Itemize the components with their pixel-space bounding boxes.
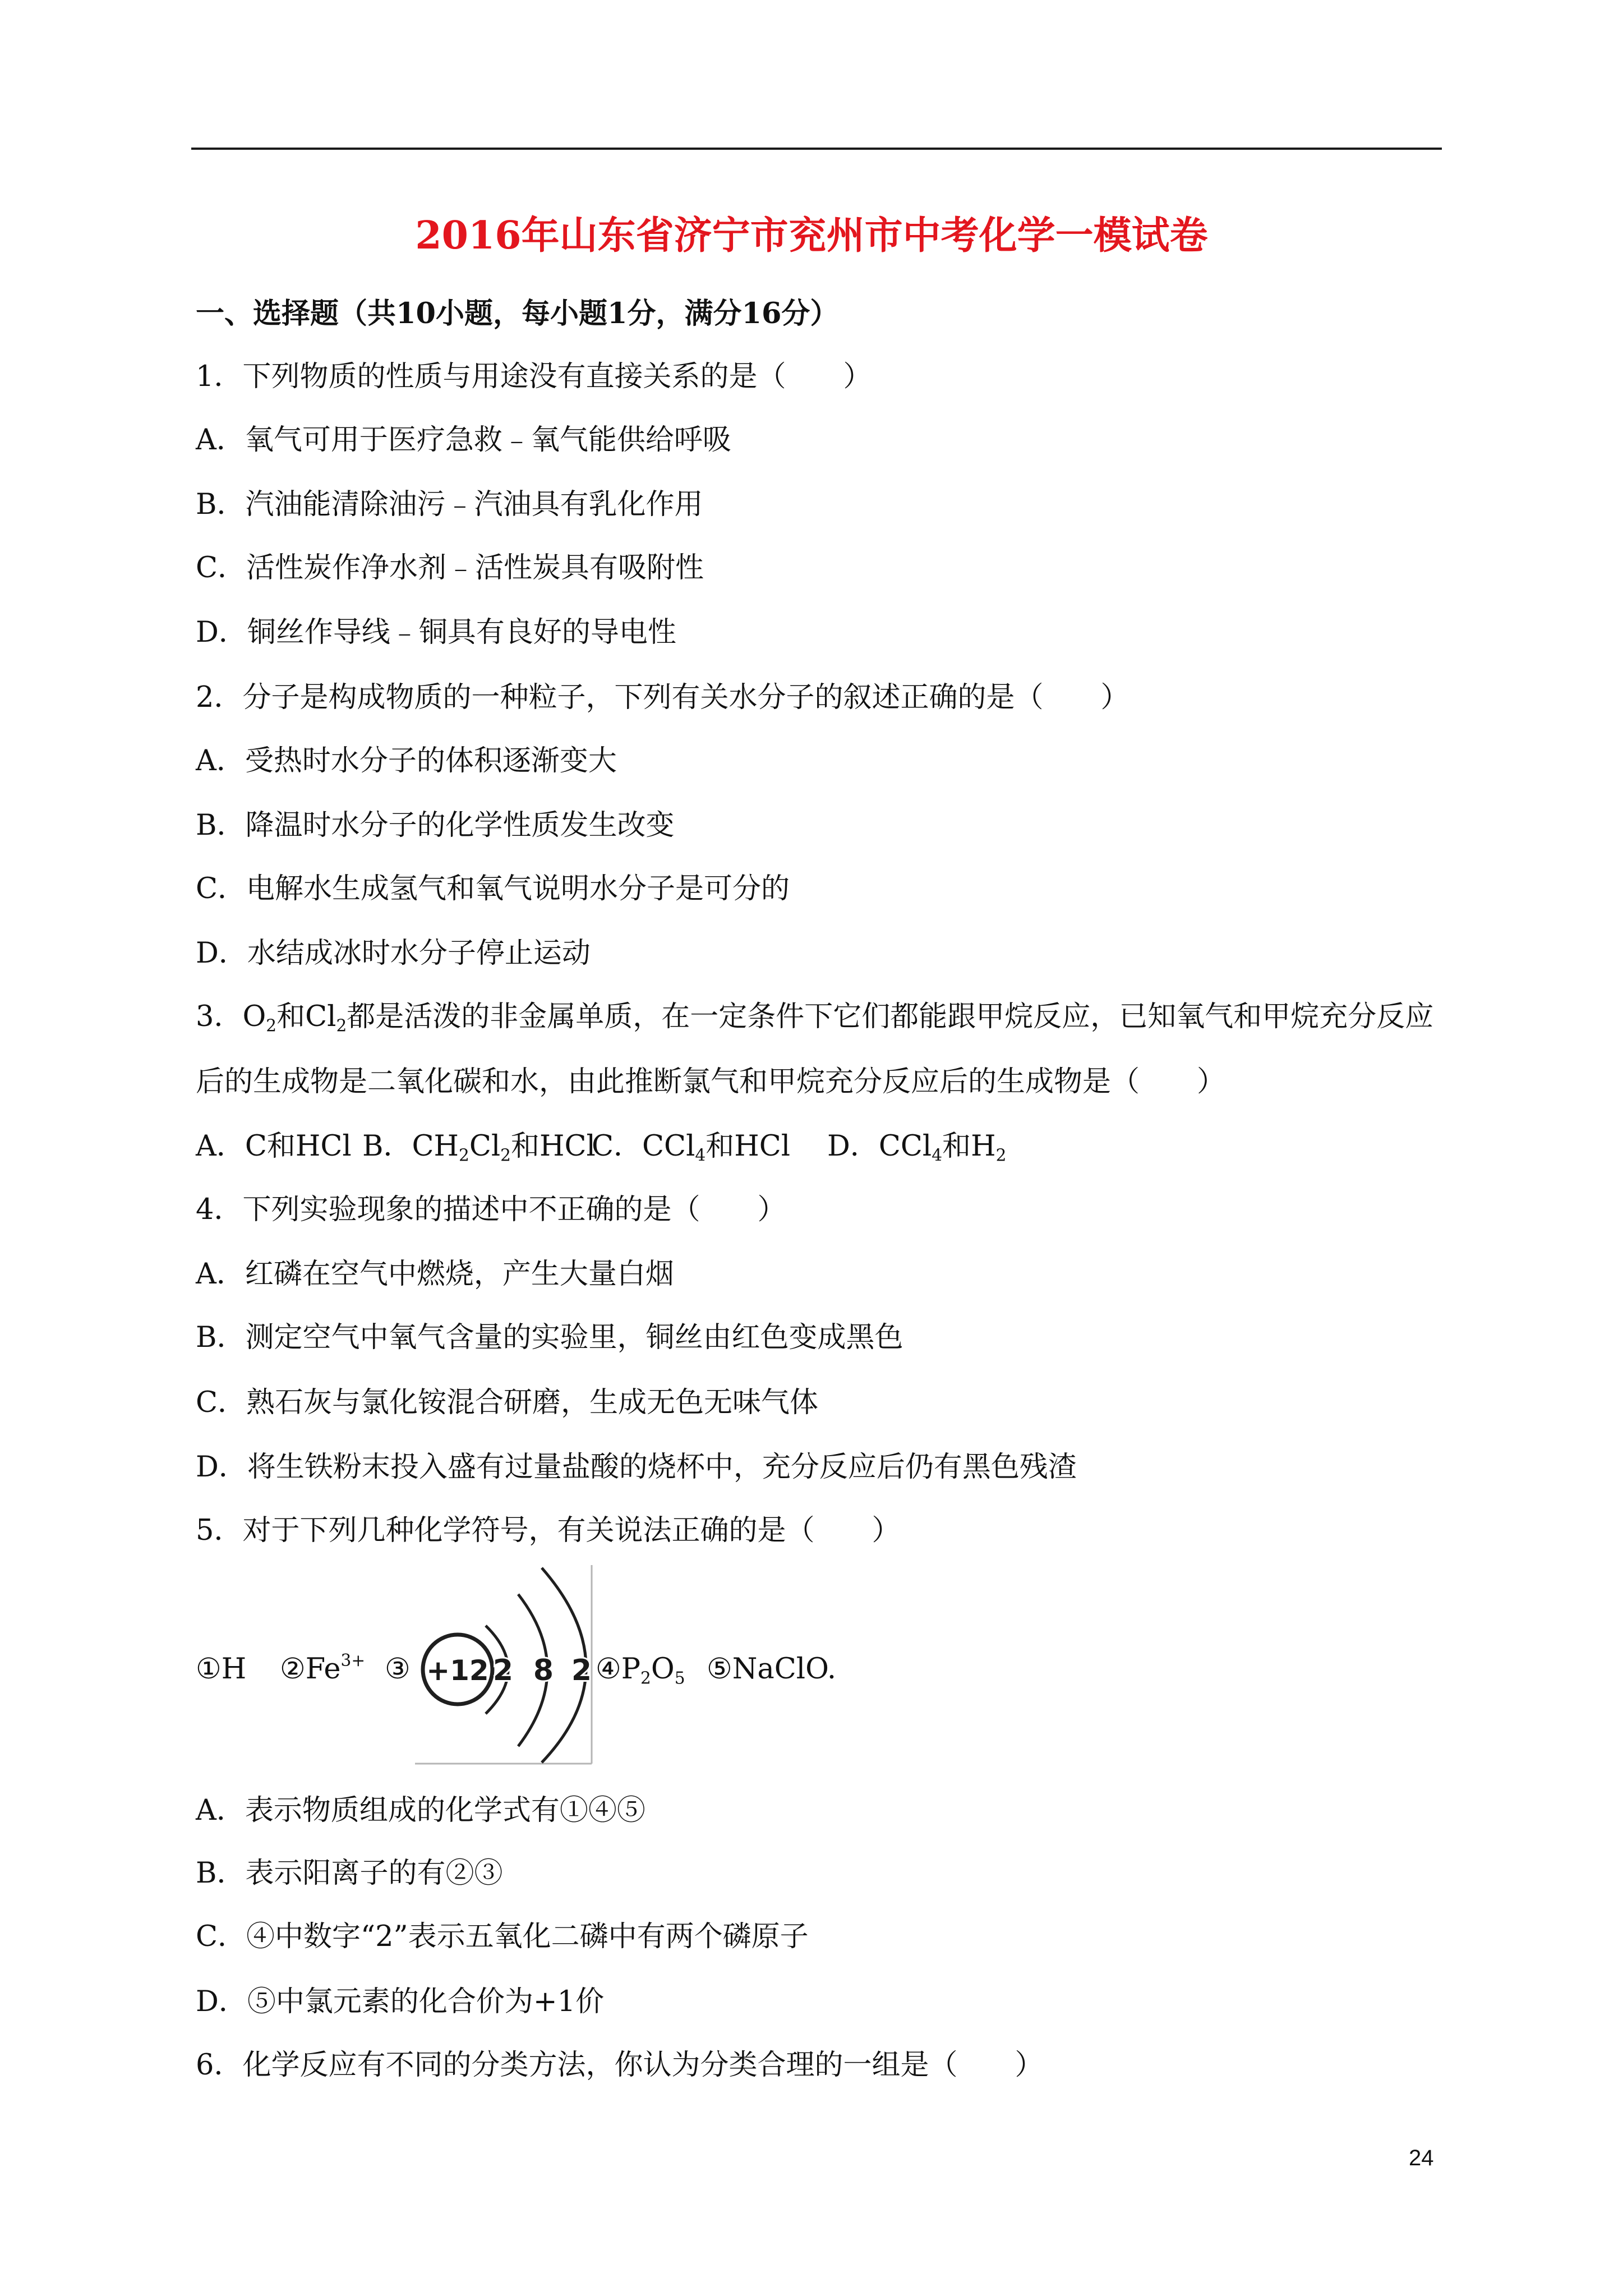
option-text: 和H (942, 1130, 996, 1163)
shell-1-electron-count: 2 (492, 1654, 514, 1687)
symbol-text: O (651, 1653, 675, 1686)
option-text: A．C和HCl (196, 1130, 352, 1163)
symbol-1-hydrogen: ①H (196, 1653, 247, 1686)
option-text: C．CCl (592, 1130, 695, 1163)
question-1-option-a: A．氧气可用于医疗急救﹣氧气能供给呼吸 (196, 424, 731, 457)
question-5-option-c: C．④中数字“2”表示五氧化二磷中有两个磷原子 (196, 1920, 809, 1953)
question-3-option-c (592, 1129, 790, 1164)
question-3-stem-line-2: 后的生成物是二氧化碳和水，由此推断氯气和甲烷充分反应后的生成物是（ ） (196, 1065, 1226, 1098)
question-4-option-a: A．红磷在空气中燃烧，产生大量白烟 (196, 1258, 674, 1291)
exam-title: 2016年山东省济宁市兖州市中考化学一模试卷 (415, 213, 1208, 258)
shell-3-electron-count: 2 (571, 1654, 592, 1687)
symbol-5-sodium-hypochlorite: ⑤NaClO. (707, 1653, 837, 1686)
question-5-option-b: B．表示阳离子的有②③ (196, 1857, 503, 1890)
question-2-stem: 2．分子是构成物质的一种粒子，下列有关水分子的叙述正确的是（ ） (196, 681, 1129, 714)
question-3-option-a (196, 1129, 352, 1164)
subscript: 4 (932, 1145, 943, 1165)
subscript: 5 (674, 1668, 685, 1688)
question-3-option-d (827, 1129, 1006, 1164)
subscript: 2 (995, 1145, 1007, 1165)
option-text: 和HCl (510, 1130, 596, 1163)
subscript: 4 (695, 1145, 706, 1165)
question-3-stem-line-1 (196, 1000, 1433, 1034)
shell-2-electron-count: 8 (533, 1654, 554, 1687)
question-6-stem: 6．化学反应有不同的分类方法，你认为分类合理的一组是（ ） (196, 2049, 1044, 2082)
question-4-option-b: B．测定空气中氧气含量的实验里，铜丝由红色变成黑色 (196, 1321, 903, 1354)
page-number: 24 (1409, 2146, 1434, 2170)
question-5-option-a: A．表示物质组成的化学式有①④⑤ (196, 1794, 645, 1827)
page-header-rule (191, 148, 1442, 150)
question-4-option-c: C．熟石灰与氯化铵混合研磨，生成无色无味气体 (196, 1386, 819, 1419)
question-5-option-d: D．⑤中氯元素的化合价为+1价 (196, 1985, 605, 2018)
option-text: D．CCl (827, 1130, 932, 1163)
subscript: 2 (266, 1016, 277, 1036)
question-3-stem-text: 和Cl (276, 1000, 336, 1033)
question-3-stem-text: 都是活泼的非金属单质，在一定条件下它们都能跟甲烷反应，已知氧气和甲烷充分反应 (347, 1000, 1434, 1033)
question-4-stem: 4．下列实验现象的描述中不正确的是（ ） (196, 1193, 786, 1226)
superscript-charge: 3+ (340, 1650, 366, 1670)
question-1-stem: 1．下列物质的性质与用途没有直接关系的是（ ） (196, 360, 872, 393)
question-1-option-b: B．汽油能清除油污﹣汽油具有乳化作用 (196, 488, 703, 521)
question-2-option-d: D．水结成冰时水分子停止运动 (196, 937, 591, 970)
question-1-option-d: D．铜丝作导线﹣铜具有良好的导电性 (196, 616, 676, 649)
symbol-text: ②Fe (280, 1653, 341, 1686)
option-text: Cl (469, 1130, 501, 1163)
subscript: 2 (640, 1668, 651, 1688)
question-5-stem: 5．对于下列几种化学符号，有关说法正确的是（ ） (196, 1514, 901, 1547)
option-text: 和HCl (706, 1130, 791, 1163)
symbol-text: ④P (596, 1653, 641, 1686)
question-2-option-a: A．受热时水分子的体积逐渐变大 (196, 744, 617, 777)
option-text: B．CH (362, 1130, 459, 1163)
subscript: 2 (500, 1145, 511, 1165)
question-3-stem-text: 3．O (196, 1000, 266, 1033)
symbol-3-marker: ③ (385, 1653, 411, 1686)
symbol-2-ferric-ion (280, 1652, 365, 1687)
question-2-option-b: B．降温时水分子的化学性质发生改变 (196, 809, 675, 842)
question-4-option-d: D．将生铁粉末投入盛有过量盐酸的烧杯中，充分反应后仍有黑色残渣 (196, 1451, 1077, 1484)
question-1-option-c: C．活性炭作净水剂﹣活性炭具有吸附性 (196, 551, 704, 585)
question-3-option-b (362, 1129, 596, 1164)
question-2-option-c: C．电解水生成氢气和氧气说明水分子是可分的 (196, 872, 790, 905)
section-heading: 一、选择题（共10小题，每小题1分，满分16分） (196, 297, 839, 330)
symbol-4-phosphorus-pentoxide (596, 1652, 685, 1687)
subscript: 2 (458, 1145, 469, 1165)
subscript: 2 (336, 1016, 347, 1036)
atom-structure-diagram (412, 1565, 597, 1767)
nucleus-charge-label: +12 (426, 1654, 489, 1687)
